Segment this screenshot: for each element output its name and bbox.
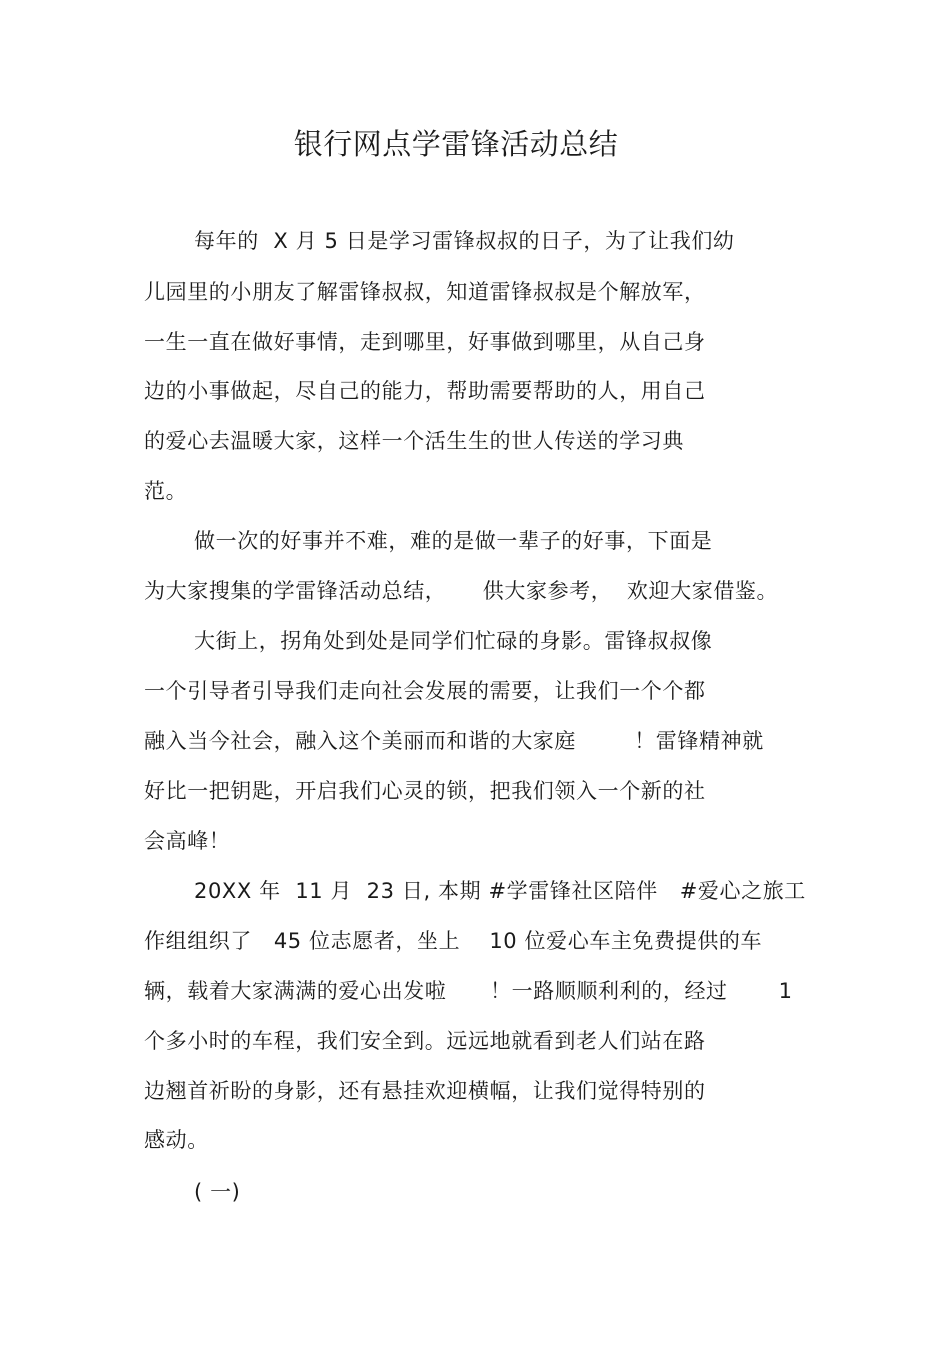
paragraph-4-line-4: 个多小时的车程，我们安全到。远远地就看到老人们站在路 <box>144 1029 706 1053</box>
paragraph-1-line-4: 边的小事做起，尽自己的能力，帮助需要帮助的人，用自己 <box>144 379 706 403</box>
paragraph-2-line-2: 为大家搜集的学雷锋活动总结， 供大家参考， 欢迎大家借鉴。 <box>144 579 779 603</box>
document-title: 银行网点学雷锋活动总结 <box>293 127 619 161</box>
paragraph-3-line-4: 好比一把钥匙，开启我们心灵的锁，把我们领入一个新的社 <box>144 779 706 803</box>
paragraph-4-line-1: 20XX 年 11 月 23 日, 本期 #学雷锋社区陪伴 #爱心之旅工 <box>194 879 806 903</box>
paragraph-3-line-1: 大街上，拐角处到处是同学们忙碌的身影。雷锋叔叔像 <box>194 629 713 653</box>
paragraph-1-line-6: 范。 <box>144 479 188 503</box>
paragraph-4-line-5: 边翘首祈盼的身影，还有悬挂欢迎横幅，让我们觉得特别的 <box>144 1079 706 1103</box>
paragraph-1-line-5: 的爱心去温暖大家，这样一个活生生的世人传送的学习典 <box>144 429 684 453</box>
paragraph-3-line-2: 一个引导者引导我们走向社会发展的需要，让我们一个个都 <box>144 679 706 703</box>
paragraph-2-line-1: 做一次的好事并不难，难的是做一辈子的好事，下面是 <box>194 529 713 553</box>
paragraph-4-line-6: 感动。 <box>144 1128 209 1152</box>
paragraph-3-line-5: 会高峰！ <box>144 829 231 853</box>
paragraph-4-line-2: 作组组织了 45 位志愿者，坐上 10 位爱心车主免费提供的车 <box>144 929 763 953</box>
paragraph-1-line-1: 每年的 X 月 5 日是学习雷锋叔叔的日子，为了让我们幼 <box>194 229 735 253</box>
paragraph-1-line-3: 一生一直在做好事情，走到哪里，好事做到哪里，从自己身 <box>144 330 706 354</box>
paragraph-4-line-3: 辆，载着大家满满的爱心出发啦 ！一路顺顺利利的，经过 1 <box>144 979 793 1003</box>
paragraph-1-line-2: 儿园里的小朋友了解雷锋叔叔，知道雷锋叔叔是个解放军， <box>144 280 706 304</box>
section-marker: ( 一) <box>194 1180 241 1204</box>
paragraph-3-line-3: 融入当今社会，融入这个美丽而和谐的大家庭 ！雷锋精神就 <box>144 729 764 753</box>
